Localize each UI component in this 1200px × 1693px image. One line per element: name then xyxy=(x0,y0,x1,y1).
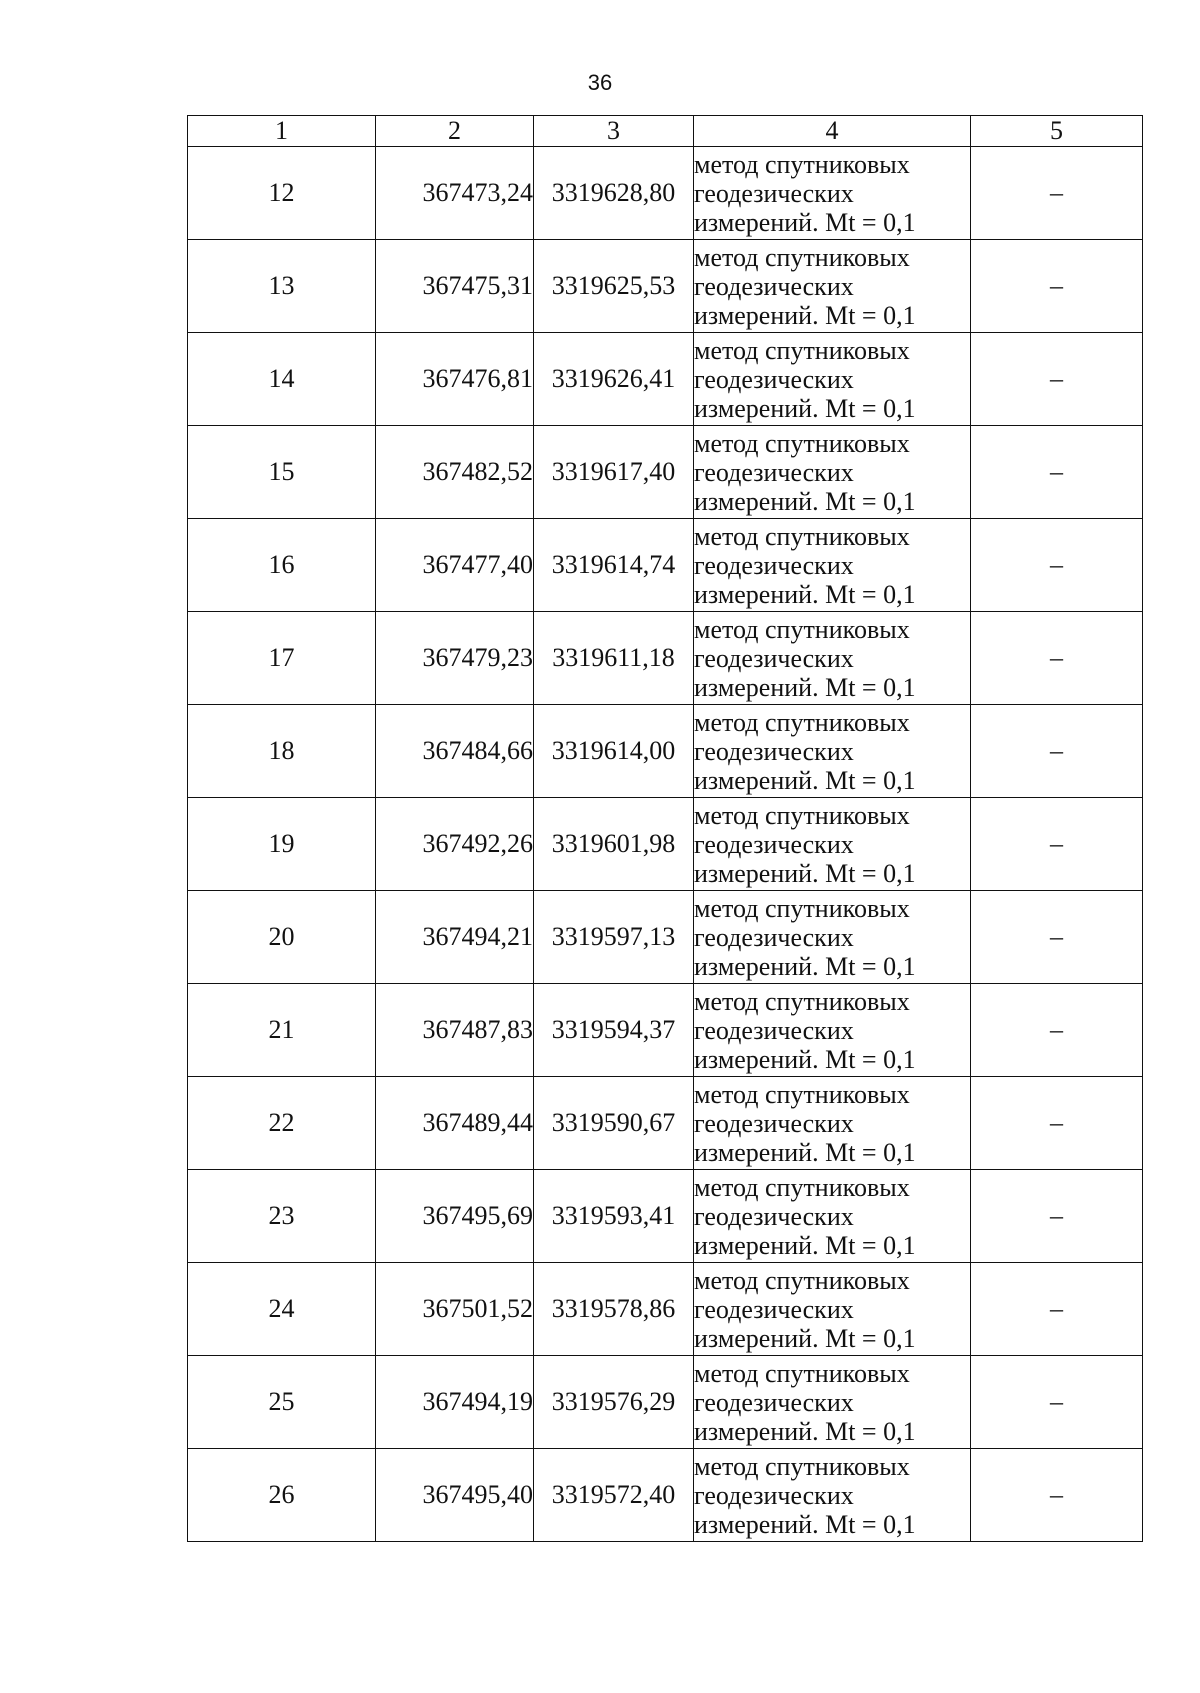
note-cell: – xyxy=(971,426,1143,519)
point-number-cell: 13 xyxy=(188,240,376,333)
point-number-cell: 25 xyxy=(188,1356,376,1449)
method-text-line: геодезических xyxy=(694,550,854,580)
coordinate-x-cell: 367494,21 xyxy=(376,891,534,984)
table-header xyxy=(188,116,1143,147)
coordinate-x-cell: 367501,52 xyxy=(376,1263,534,1356)
method-text-line: метод спутниковых xyxy=(694,800,910,830)
method-text-line: метод спутниковых xyxy=(694,1079,910,1109)
point-number-cell: 14 xyxy=(188,333,376,426)
coordinate-y-cell: 3319594,37 xyxy=(534,984,694,1077)
point-number-cell: 17 xyxy=(188,612,376,705)
column-header-5: 5 xyxy=(971,116,1143,147)
coordinate-y-cell: 3319611,18 xyxy=(534,612,694,705)
method-text-line: метод спутниковых xyxy=(694,707,910,737)
method-text-line: геодезических xyxy=(694,1015,854,1045)
column-header-3: 3 xyxy=(534,116,694,147)
note-cell: – xyxy=(971,333,1143,426)
method-text-line: измерений. Mt = 0,1 xyxy=(694,1323,916,1353)
method-text-line: геодезических xyxy=(694,736,854,766)
method-text-line: метод спутниковых xyxy=(694,1265,910,1295)
point-number-cell: 12 xyxy=(188,147,376,240)
note-cell: – xyxy=(971,1356,1143,1449)
note-cell: – xyxy=(971,705,1143,798)
table-row xyxy=(188,1356,1143,1449)
method-text-line: геодезических xyxy=(694,1201,854,1231)
note-cell: – xyxy=(971,984,1143,1077)
point-number-cell: 26 xyxy=(188,1449,376,1542)
coordinate-y-cell: 3319590,67 xyxy=(534,1077,694,1170)
table-row xyxy=(188,612,1143,705)
coordinate-y-cell: 3319614,74 xyxy=(534,519,694,612)
coordinate-y-cell: 3319578,86 xyxy=(534,1263,694,1356)
coordinate-y-cell: 3319597,13 xyxy=(534,891,694,984)
method-text-line: геодезических xyxy=(694,1387,854,1417)
coordinate-y-cell: 3319626,41 xyxy=(534,333,694,426)
method-text-line: геодезических xyxy=(694,643,854,673)
note-cell: – xyxy=(971,1077,1143,1170)
table-row xyxy=(188,705,1143,798)
note-cell: – xyxy=(971,1263,1143,1356)
method-text-line: измерений. Mt = 0,1 xyxy=(694,858,916,888)
method-cell xyxy=(694,333,971,426)
point-number-cell: 24 xyxy=(188,1263,376,1356)
note-cell: – xyxy=(971,612,1143,705)
column-header-1: 1 xyxy=(188,116,376,147)
table-row xyxy=(188,891,1143,984)
column-header-2: 2 xyxy=(376,116,534,147)
table-row xyxy=(188,1170,1143,1263)
method-text-line: измерений. Mt = 0,1 xyxy=(694,1137,916,1167)
method-cell xyxy=(694,1449,971,1542)
table-body xyxy=(188,147,1143,1542)
coordinate-x-cell: 367482,52 xyxy=(376,426,534,519)
coordinate-y-cell: 3319628,80 xyxy=(534,147,694,240)
method-text-line: измерений. Mt = 0,1 xyxy=(694,579,916,609)
header-row xyxy=(188,116,1143,147)
table-row xyxy=(188,1449,1143,1542)
coordinate-y-cell: 3319625,53 xyxy=(534,240,694,333)
method-cell xyxy=(694,705,971,798)
method-text-line: геодезических xyxy=(694,271,854,301)
coordinate-x-cell: 367479,23 xyxy=(376,612,534,705)
method-text-line: геодезических xyxy=(694,1108,854,1138)
method-text-line: измерений. Mt = 0,1 xyxy=(694,672,916,702)
method-cell xyxy=(694,240,971,333)
coordinate-y-cell: 3319601,98 xyxy=(534,798,694,891)
table-row xyxy=(188,519,1143,612)
method-text-line: метод спутниковых xyxy=(694,1172,910,1202)
method-text-line: измерений. Mt = 0,1 xyxy=(694,765,916,795)
coordinates-table xyxy=(187,115,1143,1542)
note-cell: – xyxy=(971,1170,1143,1263)
method-text-line: метод спутниковых xyxy=(694,242,910,272)
method-text-line: метод спутниковых xyxy=(694,149,910,179)
point-number-cell: 19 xyxy=(188,798,376,891)
coordinate-y-cell: 3319593,41 xyxy=(534,1170,694,1263)
table-row xyxy=(188,798,1143,891)
point-number-cell: 23 xyxy=(188,1170,376,1263)
coordinate-y-cell: 3319614,00 xyxy=(534,705,694,798)
method-text-line: геодезических xyxy=(694,1480,854,1510)
point-number-cell: 15 xyxy=(188,426,376,519)
table-row xyxy=(188,240,1143,333)
method-cell xyxy=(694,1077,971,1170)
method-cell xyxy=(694,891,971,984)
method-cell xyxy=(694,1263,971,1356)
note-cell: – xyxy=(971,1449,1143,1542)
note-cell: – xyxy=(971,519,1143,612)
method-text-line: измерений. Mt = 0,1 xyxy=(694,486,916,516)
method-text-line: измерений. Mt = 0,1 xyxy=(694,951,916,981)
method-text-line: измерений. Mt = 0,1 xyxy=(694,1230,916,1260)
column-header-4: 4 xyxy=(694,116,971,147)
coordinate-x-cell: 367495,40 xyxy=(376,1449,534,1542)
method-text-line: геодезических xyxy=(694,178,854,208)
method-text-line: измерений. Mt = 0,1 xyxy=(694,1509,916,1539)
coordinate-x-cell: 367475,31 xyxy=(376,240,534,333)
method-text-line: метод спутниковых xyxy=(694,521,910,551)
method-text-line: измерений. Mt = 0,1 xyxy=(694,300,916,330)
method-cell xyxy=(694,519,971,612)
point-number-cell: 20 xyxy=(188,891,376,984)
page-number: 36 xyxy=(587,70,613,95)
method-text-line: измерений. Mt = 0,1 xyxy=(694,1044,916,1074)
method-cell xyxy=(694,984,971,1077)
note-cell: – xyxy=(971,147,1143,240)
method-text-line: геодезических xyxy=(694,922,854,952)
method-text-line: метод спутниковых xyxy=(694,893,910,923)
method-text-line: геодезических xyxy=(694,1294,854,1324)
coordinate-y-cell: 3319572,40 xyxy=(534,1449,694,1542)
method-text-line: геодезических xyxy=(694,829,854,859)
table-row xyxy=(188,333,1143,426)
note-cell: – xyxy=(971,240,1143,333)
table-row xyxy=(188,426,1143,519)
coordinate-x-cell: 367487,83 xyxy=(376,984,534,1077)
coordinate-x-cell: 367489,44 xyxy=(376,1077,534,1170)
method-text-line: геодезических xyxy=(694,457,854,487)
coordinate-x-cell: 367477,40 xyxy=(376,519,534,612)
method-text-line: измерений. Mt = 0,1 xyxy=(694,1416,916,1446)
method-cell xyxy=(694,1356,971,1449)
method-cell xyxy=(694,798,971,891)
method-text-line: метод спутниковых xyxy=(694,614,910,644)
point-number-cell: 22 xyxy=(188,1077,376,1170)
point-number-cell: 21 xyxy=(188,984,376,1077)
table-row xyxy=(188,984,1143,1077)
method-text-line: измерений. Mt = 0,1 xyxy=(694,393,916,423)
point-number-cell: 18 xyxy=(188,705,376,798)
note-cell: – xyxy=(971,798,1143,891)
method-cell xyxy=(694,147,971,240)
method-text-line: геодезических xyxy=(694,364,854,394)
coordinate-y-cell: 3319617,40 xyxy=(534,426,694,519)
note-cell: – xyxy=(971,891,1143,984)
coordinate-y-cell: 3319576,29 xyxy=(534,1356,694,1449)
method-cell xyxy=(694,1170,971,1263)
method-text-line: метод спутниковых xyxy=(694,986,910,1016)
coordinate-x-cell: 367492,26 xyxy=(376,798,534,891)
method-text-line: метод спутниковых xyxy=(694,428,910,458)
coordinate-x-cell: 367473,24 xyxy=(376,147,534,240)
method-text-line: метод спутниковых xyxy=(694,1358,910,1388)
table-row xyxy=(188,1263,1143,1356)
coordinate-x-cell: 367476,81 xyxy=(376,333,534,426)
method-text-line: метод спутниковых xyxy=(694,335,910,365)
table-row xyxy=(188,1077,1143,1170)
method-cell xyxy=(694,426,971,519)
coordinate-x-cell: 367495,69 xyxy=(376,1170,534,1263)
method-text-line: метод спутниковых xyxy=(694,1451,910,1481)
method-cell xyxy=(694,612,971,705)
coordinate-x-cell: 367494,19 xyxy=(376,1356,534,1449)
method-text-line: измерений. Mt = 0,1 xyxy=(694,207,916,237)
coordinate-x-cell: 367484,66 xyxy=(376,705,534,798)
point-number-cell: 16 xyxy=(188,519,376,612)
table-row xyxy=(188,147,1143,240)
